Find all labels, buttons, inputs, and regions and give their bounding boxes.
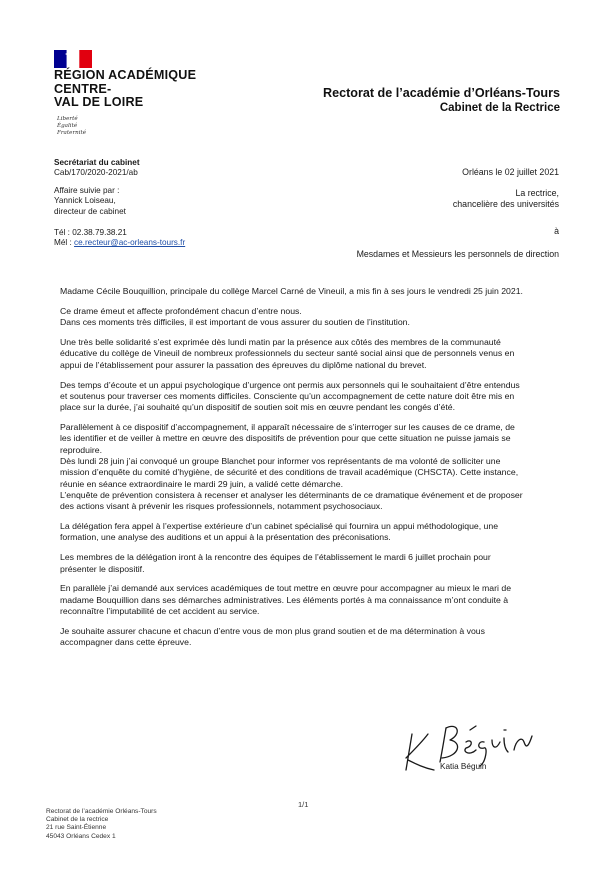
footer-line: 21 rue Saint-Étienne: [46, 824, 107, 832]
affaire-label: Affaire suivie par :: [54, 186, 120, 195]
mail-label: Mél :: [54, 238, 75, 248]
body-line: La délégation fera appel à l’expertise extérieure d’un cabinet spécialisé qui fournira un appui méthodologique, une: [60, 521, 499, 532]
phone: Tél : 02.38.79.38.21: [54, 228, 127, 237]
letterhead-title: Rectorat de l’académie d’Orléans-Tours: [322, 86, 560, 100]
body-line: reconnaître l’imputabilité de cet accident au service.: [60, 605, 260, 616]
body-line: présenter le dispositif.: [60, 563, 145, 574]
body-line: éducative du collège de Vineuil de nombreux professionnels du secteur santé social ainsi que de personnels venus en: [60, 348, 515, 359]
region-line: CENTRE-: [54, 81, 112, 96]
paragraph: [60, 337, 558, 371]
paragraph: [60, 521, 558, 544]
body-line: Madame Cécile Bouquillion, principale du collège Marcel Carné de Vineuil, a mis fin à ses jours le vendredi 25 juin 2021.: [60, 286, 523, 296]
body-line: formation, une analyse des auditions et un appui à la présentation des préconisations.: [60, 532, 391, 543]
body-line: les identifier et de veiller à mettre en œuvre des dispositifs de prévention pour que cette situation ne puisse jamais se: [60, 433, 511, 444]
body-line: Une très belle solidarité s’est exprimée dès lundi matin par la présence aux côtés des membres de la communauté: [60, 337, 501, 348]
secretariat-block: [54, 158, 140, 179]
body-line: et soutenus pour traverser ces moments difficiles. Consciente qu’un accompagnement de cette nature doit être mis en: [60, 390, 515, 401]
sender-role: chancelière des universités: [452, 199, 559, 210]
paragraph: [60, 583, 558, 617]
paragraph: [60, 306, 558, 329]
region-line: VAL DE LOIRE: [54, 95, 144, 109]
footer-line: Rectorat de l’académie Orléans-Tours: [46, 808, 157, 815]
body-line: L’enquête de prévention consistera à recenser et analyser les déterminants de ce dramatique événement et de proposer: [60, 489, 523, 500]
motto-line: Liberté: [57, 116, 78, 122]
region-academique-wordmark: [54, 69, 196, 110]
paragraph: [60, 626, 558, 649]
footer-line: Cabinet de la rectrice: [46, 816, 109, 824]
sender-title: La rectrice,: [515, 188, 559, 198]
paragraph: [60, 380, 558, 414]
mail-link[interactable]: ce.recteur@ac-orleans-tours.fr: [74, 238, 186, 248]
body-line: mission d’enquête du comité d’hygiène, de sécurité et des conditions de travail académique (CHSCTA). Cette instance,: [60, 467, 519, 478]
body-line: Dès lundi 28 juin j’ai convoqué un groupe Blanchet pour informer vos représentants de ma volonté de solliciter une: [60, 455, 501, 466]
contact-block: [54, 186, 126, 217]
letter-body: [60, 286, 558, 657]
body-line: reproduire.: [60, 444, 103, 455]
body-line: appui de l’établissement pour assurer la passation des épreuves du diplôme national du brevet.: [60, 359, 427, 370]
paragraph: [60, 422, 558, 512]
to-word: à: [554, 226, 559, 236]
letterhead-title-block: [323, 86, 560, 115]
secretariat-label: Secrétariat du cabinet: [54, 158, 140, 167]
body-line: Dans ces moments très difficiles, il est important de vous assurer du soutien de l’institution.: [60, 317, 410, 328]
body-line: Je souhaite assurer chacune et chacun d’entre vous de mon plus grand soutien et de ma détermination à vous: [60, 625, 485, 636]
letter-date: Orléans le 02 juillet 2021: [462, 167, 559, 177]
body-line: En parallèle j’ai demandé aux services académiques de tout mettre en œuvre pour accompagner au mieux le mari de: [60, 583, 512, 594]
sender-block: [453, 188, 559, 210]
body-line: Ce drame émeut et affecte profondément chacun d’entre nous.: [60, 305, 302, 316]
footer-address: [46, 808, 157, 841]
body-line: réunie en séance extraordinaire le mardi 29 juin, a validé cette démarche.: [60, 478, 343, 489]
republic-motto: [57, 116, 86, 137]
recipients: Mesdames et Messieurs les personnels de direction: [356, 249, 559, 259]
page-number: 1/1: [298, 800, 309, 809]
contact-role: directeur de cabinet: [54, 206, 126, 216]
body-line: des actions visant à prévenir les risques professionnels, notamment psychosociaux.: [60, 501, 383, 512]
motto-line: Égalité: [57, 123, 78, 129]
signatory-name: Katia Béguin: [440, 762, 487, 771]
contact-name: Yannick Loiseau,: [54, 196, 116, 206]
body-line: madame Bouquillion dans ses démarches administratives. Les éléments portés à ma connaissance m’ont conduite à: [60, 594, 509, 605]
body-line: Les membres de la délégation iront à la rencontre des équipes de l’établissement le mardi 6 juillet prochain pour: [60, 552, 491, 563]
paragraph: [60, 286, 558, 297]
body-line: accompagner dans cette épreuve.: [60, 637, 192, 648]
republique-francaise-flag-logo: [54, 50, 92, 68]
body-line: place sur la durée, j’ai souhaité qu’un dispositif de soutien soit mis en œuvre pendant les congés d’été.: [60, 402, 456, 413]
body-line: Des temps d’écoute et un appui psychologique d’urgence ont permis aux personnels qui le souhaitaient d’être entendus: [60, 379, 520, 390]
letterhead-subtitle: Cabinet de la Rectrice: [439, 102, 560, 114]
footer-line: 45043 Orléans Cedex 1: [46, 832, 116, 840]
motto-line: Fraternité: [57, 130, 87, 136]
body-line: Parallèlement à ce dispositif d’accompagnement, il apparaît nécessaire de s’interroger sur les causes de ce drame, de: [60, 422, 515, 433]
phone-mail-block: [54, 228, 185, 249]
region-line: RÉGION ACADÉMIQUE: [54, 68, 197, 82]
paragraph: [60, 552, 558, 575]
reference-number: Cab/170/2020-2021/ab: [54, 168, 138, 178]
